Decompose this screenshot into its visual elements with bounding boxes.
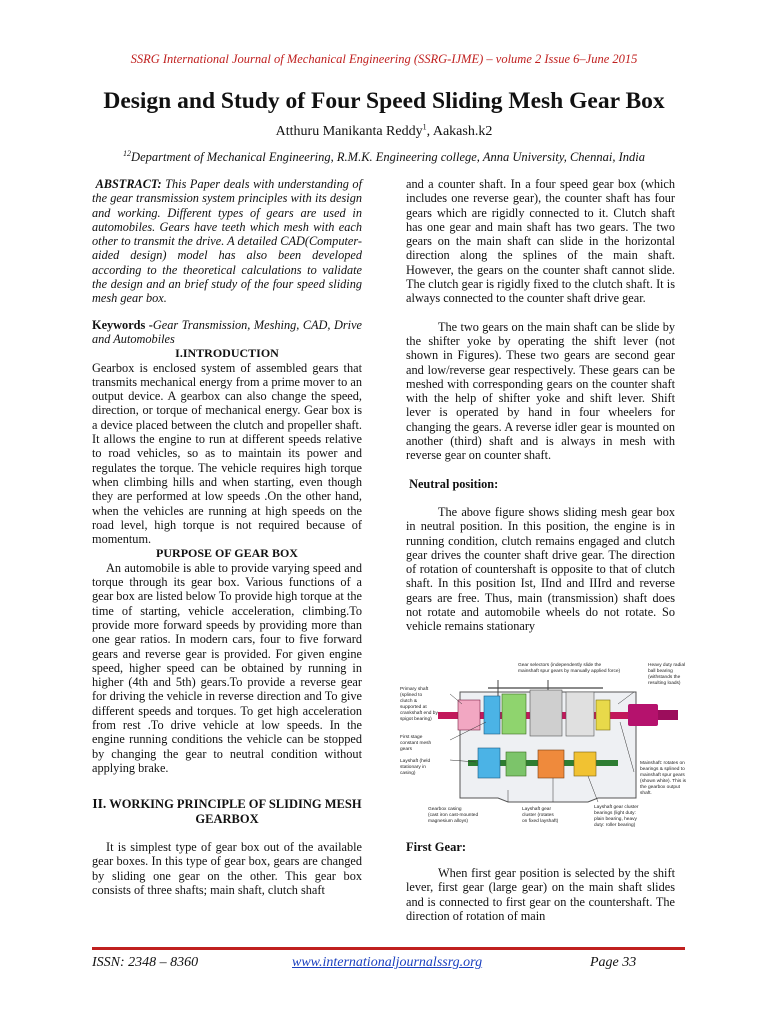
label-bearing-4: resulting loads) — [648, 681, 681, 686]
paper-title: Design and Study of Four Speed Sliding Mesh Gear Box — [103, 88, 665, 114]
working-text: It is simplest type of gear box out of the available gear boxes. In this type of gear box, gears are changed by sliding one gear on the other. This gear box consists of three shafts; main shaft, clutch shaft — [92, 840, 362, 898]
affiliation — [0, 150, 768, 165]
keywords-label: Keywords - — [92, 317, 153, 332]
label-first-stage-1: First stage — [400, 735, 423, 740]
intro-text: Gearbox is enclosed system of assembled gears that transmits mechanical energy from a prime mover to an output device. A gearbox can also change the speed, direction, or torque of mechanical energy. Gear box is a device placed between the clutch and propeller shaft. It allows the engine to run at different speeds relative to road vehicles, so as to maintain its power and regulates the torque. The vehicle requires high torque when climbing hills and when starting, even though they are performed at low speeds .On the other hand, when the vehicles are running at high speeds on the road level, high torque is not required because of momentum. — [92, 360, 362, 547]
label-primary-5: crankshaft end by — [400, 711, 438, 716]
label-casing-3: magnesium alloys) — [428, 819, 468, 824]
purpose-text: An automobile is able to provide varying speed and torque through its gear box. Various functions of a gear box are listed below To provide high torque at the time of starting, vehicle acceleration, climbing.To provide more forward speeds by providing more than one gear ratios. In modern cars, four to five forward gears and reverse gear is provided. For given engine speed, higher speed can be obtained by running in higher (4th and 5th) gears.To provide a reverse gear for driving the vehicle in reverse direction and To give different speeds and torques. To get high acceleration from rest .To drive vehicle at low speeds. In the engine running conditions the vehicle can be stopped by changing the gear to neutral condition without applying brake. — [92, 560, 362, 775]
author-1-sup: 1 — [422, 122, 427, 132]
abstract-text: This Paper deals with understanding of the gear transmission system principles with its design and working. Different types of gears are used in automobiles. Gears have teeth which mesh with each other to transmit the drive. A detailed CAD(Computer-aided design) model has also been developed according to the theoretical calculations to validate the design and an brief study of the four speed sliding mesh gear box. — [92, 177, 362, 306]
label-laygear-2: cluster (rotates — [522, 813, 554, 818]
working-heading-num: II. — [92, 796, 107, 812]
mainshaft-gear-white-2 — [566, 692, 594, 736]
working-heading-text: WORKING PRINCIPLE OF SLIDING MESH GEARBOX — [106, 797, 362, 826]
label-layshaft-2: stationary in — [400, 765, 426, 770]
gearbox-diagram — [398, 652, 688, 828]
footer-url-link[interactable]: www.internationaljournalssrg.org — [292, 955, 483, 970]
label-primary-1: Primary shaft — [400, 687, 429, 692]
abstract-label: ABSTRACT: — [95, 177, 162, 191]
label-bearing-2: ball bearing — [648, 669, 673, 674]
label-bearing-1: Heavy duty radial — [648, 663, 686, 668]
label-cluster-1: Layshaft gear cluster — [594, 805, 639, 810]
label-mainshaft-4: (shown white). This is — [640, 779, 687, 784]
label-first-stage-3: gears — [400, 747, 412, 752]
gearbox-figure — [398, 652, 688, 828]
neutral-heading-text: Neutral position: — [409, 476, 499, 491]
keywords — [92, 318, 362, 347]
right-column-bottom — [406, 866, 675, 923]
label-cluster-4: duty: roller bearing) — [594, 823, 636, 828]
first-gear-heading: First Gear: — [406, 840, 467, 854]
label-cluster-2: bearings (light duty: — [594, 811, 636, 816]
journal-header: SSRG International Journal of Mechanical Engineering (SSRG-IJME) – volume 2 Issue 6–June 2015 — [130, 52, 638, 66]
abstract — [92, 177, 362, 306]
right-paragraph-2: The two gears on the main shaft can be slide by the shifter yoke by operating the shift lever (not shown in Figures). These two gears are second gear and low/reverse gear respectively. These gears can be meshed with corresponding gears on the counter shaft with the help of shifter yoke and shift lever. Shift lever is operated by hand in four wheelers for changing the gears. A reverse idler gear is mounted on another (third) shaft and is always in mesh with reverse gear on counter shaft. — [406, 319, 675, 463]
author-2: Aakash.k2 — [432, 124, 493, 139]
label-layshaft-1: Layshaft (held — [400, 759, 431, 764]
label-primary-2: (splined to — [400, 693, 423, 698]
label-mainshaft-6: shaft. — [640, 791, 652, 796]
label-mainshaft-5: the gearbox output — [640, 785, 681, 790]
output-flange — [628, 704, 658, 726]
label-bearing-3: (withstands the — [648, 675, 681, 680]
footer-divider — [92, 947, 685, 950]
label-casing-1: Gearbox casing — [428, 807, 462, 812]
label-primary-3: clutch & — [400, 699, 418, 704]
affiliation-text: Department of Mechanical Engineering, R.M.K. Engineering college, Anna University, Chennai, India — [131, 150, 645, 164]
label-mainshaft-1: Mainshaft: rotates on — [640, 761, 685, 766]
right-column — [406, 177, 675, 634]
working-heading — [92, 797, 362, 826]
label-cluster-3: plain bearing, heavy — [594, 817, 637, 822]
author-separator: , — [426, 124, 433, 139]
right-paragraph-4: When first gear position is selected by the shift lever, first gear (large gear) on the main shaft slides and is connected to first gear on the countershaft. The direction of rotation of main — [406, 866, 675, 923]
primary-gear — [458, 700, 480, 730]
label-laygear-3: on fixed layshaft) — [522, 819, 559, 824]
author-1: Atthuru Manikanta Reddy — [275, 124, 423, 139]
left-column — [92, 177, 362, 897]
footer-issn: ISSN: 2348 – 8360 — [92, 955, 199, 970]
bearing-gear — [596, 700, 610, 730]
label-selectors-1: Gear selectors (independently slide the — [518, 663, 602, 668]
label-layshaft-3: casing) — [400, 771, 416, 776]
authors — [0, 124, 768, 140]
intro-heading: I.INTRODUCTION — [175, 346, 279, 361]
label-casing-2: (cast iron cast-mounted — [428, 813, 479, 818]
right-paragraph-1: and a counter shaft. In a four speed gear box (which includes one reverse gear), the counter shaft has four gears which are rigidly connected to it. Clutch shaft has one gear and main shaft has two gears. The two gears on the main shaft can slide in the horizontal direction along the splines of the main shaft. However, the gears on the counter shaft cannot slide. The clutch gear is rigidly fixed to the clutch shaft. It is always connected to the counter shaft drive gear. — [406, 177, 675, 306]
constant-mesh-gear — [484, 696, 500, 734]
label-mainshaft-2: bearings & splined to — [640, 767, 685, 772]
affiliation-sup: 12 — [123, 148, 132, 158]
selector-gear-1 — [502, 694, 526, 734]
purpose-heading: PURPOSE OF GEAR BOX — [156, 546, 298, 561]
mainshaft-gear-white — [530, 690, 562, 736]
label-primary-6: spigot bearing) — [400, 717, 432, 722]
label-primary-4: supported at — [400, 705, 427, 710]
right-paragraph-3: The above figure shows sliding mesh gear box in neutral position. In this position, the engine is in running condition, clutch remains engaged and clutch gear drives the counter shaft drive gear. The direction of rotation of countershaft is opposite to that of clutch shaft. In this position Ist, IInd and IIIrd and reverse gears are free. Thus, main (transmission) shaft does not rotate and automobile wheels do not rotate. So vehicle remains stationary — [406, 504, 675, 634]
label-selectors-2: mainshaft spur gears by manually applied force) — [518, 669, 621, 674]
label-mainshaft-3: mainshaft spur gears — [640, 773, 685, 778]
label-first-stage-2: constant mesh — [400, 741, 432, 746]
neutral-heading — [406, 477, 675, 491]
label-laygear-1: Layshaft gear — [522, 807, 552, 812]
footer-page-number: Page 33 — [590, 955, 637, 970]
keywords-text: Gear Transmission, Meshing, CAD, Drive and Automobiles — [92, 317, 363, 346]
